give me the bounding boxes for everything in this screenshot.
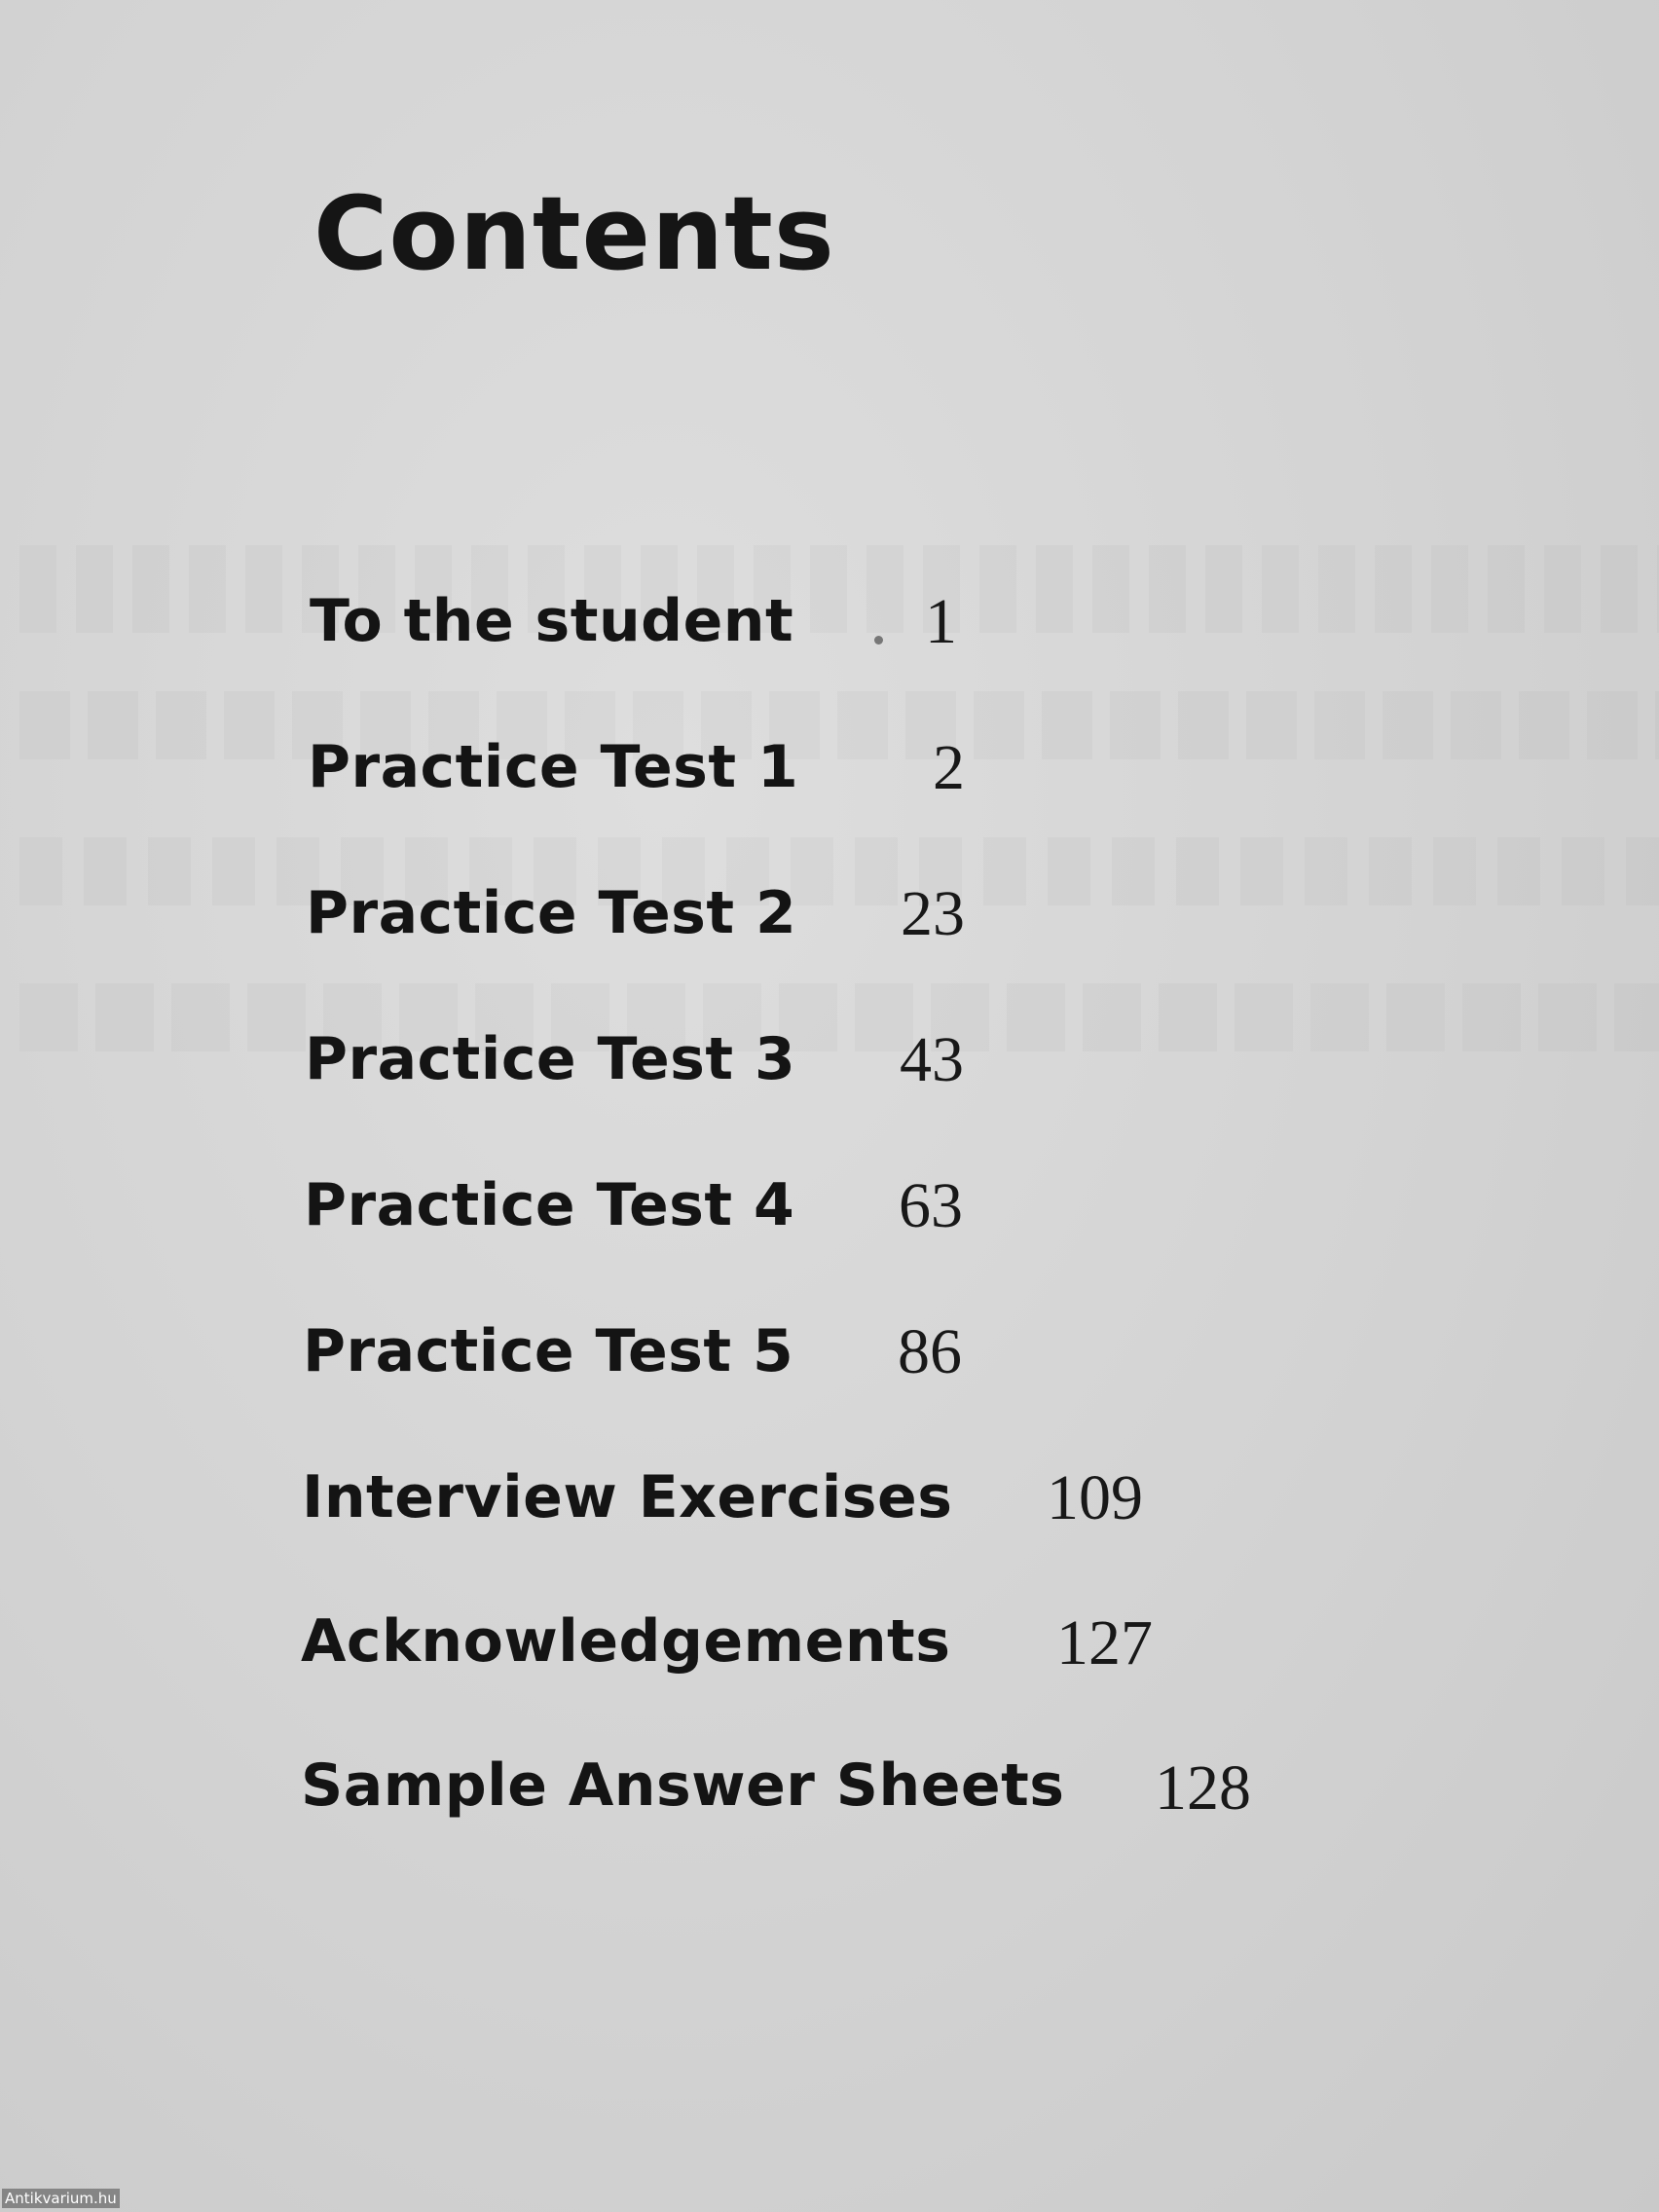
toc-entry-label: Acknowledgements: [301, 1607, 951, 1676]
toc-entry-page: 63: [899, 1170, 963, 1241]
toc-entry-label: Interview Exercises: [302, 1463, 953, 1531]
toc-entry-label: Practice Test 3: [305, 1025, 796, 1093]
toc-entry-page: 86: [898, 1316, 962, 1387]
toc-entry-label: Practice Test 5: [303, 1317, 794, 1385]
toc-entry-page: 2: [933, 732, 965, 803]
toc-entry-page: 43: [900, 1024, 964, 1095]
toc-entry-label: Practice Test 4: [304, 1171, 795, 1239]
toc-entry-label: Practice Test 1: [308, 733, 799, 801]
toc-entry-label: Sample Answer Sheets: [301, 1751, 1065, 1820]
toc-entry-page: 1: [925, 586, 957, 657]
toc-entry-page: 23: [901, 878, 965, 949]
dust-speck: [874, 636, 883, 645]
toc-entry-page: 127: [1056, 1607, 1153, 1678]
toc-entry-label: To the student: [310, 587, 794, 655]
toc-entry-page: 109: [1047, 1462, 1143, 1533]
toc-entry-page: 128: [1155, 1752, 1251, 1824]
page-title: Contents: [313, 174, 835, 293]
watermark: Antikvarium.hu: [2, 2189, 120, 2208]
toc-entry-label: Practice Test 2: [306, 879, 797, 947]
